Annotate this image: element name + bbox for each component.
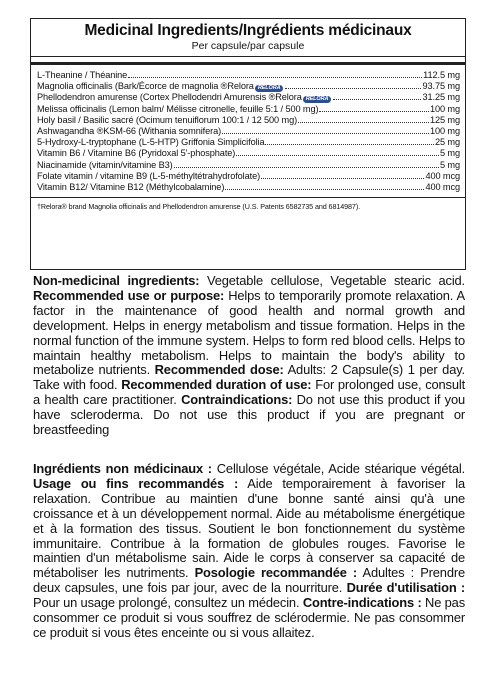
contraindications-text-fr: Ne pas consommer ce produit si vous souffrez de sclérodermie. Ne pas consommer ce produit si vous êtes enceinte ou si vous allaitez. xyxy=(33,595,465,640)
duration-text: For prolonged use, consult a health care practitioner. xyxy=(33,377,466,408)
ingredient-amount: 93.75 mg xyxy=(422,81,460,92)
ingredient-amount: 31.25 mg xyxy=(422,92,460,103)
ingredient-name: 5-Hydroxy-L-tryptophane (L-5-HTP) Griffonia Simplicifolia xyxy=(37,137,265,148)
ingredient-name: Magnolia officinalis (Bark/Écorce de magnolia ®Relora xyxy=(37,81,254,92)
ingredient-list xyxy=(31,65,465,193)
ingredient-name: Holy basil / Basilic sacré (Ocimum tenuiflorum 100:1 / 12 500 mg) xyxy=(37,114,298,125)
relora-logo-badge: RELORA xyxy=(255,85,284,92)
ingredient-amount: 25 mg xyxy=(434,137,460,148)
ingredient-row xyxy=(37,137,460,148)
panel-title: Medicinal Ingredients/Ingrédients médicinaux xyxy=(84,22,412,39)
ingredient-amount: 125 mg xyxy=(429,114,460,125)
contraindications-label: Contraindications: xyxy=(181,392,293,408)
recommended-dose-label-fr: Posologie recommandée : xyxy=(194,565,358,581)
ingredient-amount: 400 mcg xyxy=(425,170,460,181)
ingredient-row xyxy=(37,81,460,92)
ingredient-amount: 112.5 mg xyxy=(423,70,460,80)
duration-label-fr: Durée d'utilisation : xyxy=(346,580,466,596)
ingredient-row xyxy=(37,126,460,137)
recommended-use-text: Helps to temporarily promote relaxation. A factor in the maintenance of good health and normal growth and development. Helps in energy metabolism and tissue formation. Helps in the normal function of the immune system. Helps to form red blood cells. Helps to maintain healthy metabolism. Helps to maintain the body's ability to metabolize nutrients. xyxy=(33,287,465,378)
medicinal-ingredients-panel xyxy=(30,18,466,270)
dot-leader xyxy=(285,88,421,89)
panel-subtitle: Per capsule/par capsule xyxy=(191,40,305,52)
dot-leader xyxy=(298,122,429,123)
dot-leader xyxy=(236,155,439,156)
ingredient-amount: 5 mg xyxy=(439,159,460,170)
recommended-dose-text-fr: Adultes : Prendre deux capsules, une fois par jour, avec de la nourriture. xyxy=(33,565,466,596)
dot-leader xyxy=(174,167,439,168)
patent-footnote: †Relora® brand Magnolia officinalis and Phellodendron amurense (U.S. Patents 6582735 and 6814987). xyxy=(37,202,361,212)
dot-leader xyxy=(265,144,433,145)
ingredient-name: L-Theanine / Théanine xyxy=(37,70,128,80)
ingredient-row xyxy=(37,92,460,103)
duration-text-fr: Pour un usage prolongé, consultez un médecin. xyxy=(33,595,303,611)
recommended-use-label-fr: Usage ou fins recommandés : xyxy=(33,475,239,491)
ingredient-amount: 100 mg xyxy=(429,126,460,137)
ingredient-amount: 400 mcg xyxy=(425,182,460,193)
ingredient-name: Vitamin B6 / Vitamine B6 (Pyridoxal 5'-phosphate) xyxy=(37,148,236,159)
dot-leader xyxy=(222,133,429,134)
relora-logo-badge: RELORA xyxy=(303,96,332,103)
recommended-use-label: Recommended use or purpose: xyxy=(33,287,225,303)
nonmedicinal-label: Non-medicinal ingredients: xyxy=(33,273,200,288)
nonmedicinal-label-fr: Ingrédients non médicinaux : xyxy=(33,461,212,476)
ingredient-name: Melissa officinalis (Lemon balm/ Mélisse citronelle, feuille 5:1 / 500 mg) xyxy=(37,103,319,114)
ingredient-name: Phellodendron amurense (Cortex Phellodendri Amurensis ®Relora xyxy=(37,92,302,103)
divider xyxy=(31,56,465,57)
ingredient-name: Folate vitamin / vitamine B9 (L-5-méthyltétrahydrofolate) xyxy=(37,170,261,181)
ingredient-row xyxy=(37,104,460,115)
ingredient-row xyxy=(37,115,460,126)
dot-leader xyxy=(128,77,422,78)
english-info-block xyxy=(33,274,465,438)
ingredient-amount: 5 mg xyxy=(439,148,460,159)
recommended-dose-text: Adults: 2 Capsule(s) 1 per day. Take with food. xyxy=(33,362,465,393)
dot-leader xyxy=(225,189,424,190)
contraindications-label-fr: Contre-indications : xyxy=(302,595,422,611)
ingredient-name: Ashwagandha ®KSM-66 (Withania somnifera) xyxy=(37,126,222,137)
ingredient-name: Vitamin B12/ Vitamine B12 (Méthylcobalamine) xyxy=(37,182,225,193)
ingredient-row xyxy=(37,70,460,81)
ingredient-row xyxy=(37,182,460,193)
recommended-use-text-fr: Aide temporairement à favoriser la relaxation. Contribue au maintien d'une bonne santé ainsi qu'à une croissance et à un développement normal. Aide au métabolisme énergétique et à la formation des tissus. Soutient le bon fonctionnement du système immunitaire. Contribue à la formation de globules rouges. Favorise le maintien d'un métabolisme sain. Aide le corps à conserver sa capacité de métaboliser les nutriments. xyxy=(33,475,465,581)
duration-label: Recommended duration of use: xyxy=(121,377,312,393)
ingredient-row xyxy=(37,160,460,171)
dot-leader xyxy=(319,111,429,112)
dot-leader xyxy=(261,178,424,179)
recommended-dose-label: Recommended dose: xyxy=(154,362,284,378)
ingredient-row xyxy=(37,171,460,182)
nonmedicinal-text: Vegetable cellulose, Vegetable stearic acid. xyxy=(199,273,465,288)
contraindications-text: Do not use this product if you have scleroderma. Do not use this product if you are pregnant or breastfeeding xyxy=(33,392,465,438)
dot-leader xyxy=(333,99,421,100)
nonmedicinal-text-fr: Cellulose végétale, Acide stéarique végétal. xyxy=(211,461,466,476)
ingredient-amount: 100 mg xyxy=(429,103,460,114)
french-info-block xyxy=(33,462,465,641)
ingredient-row xyxy=(37,148,460,159)
ingredient-name: Niacinamide (vitamin/vitamine B3) xyxy=(37,159,173,170)
